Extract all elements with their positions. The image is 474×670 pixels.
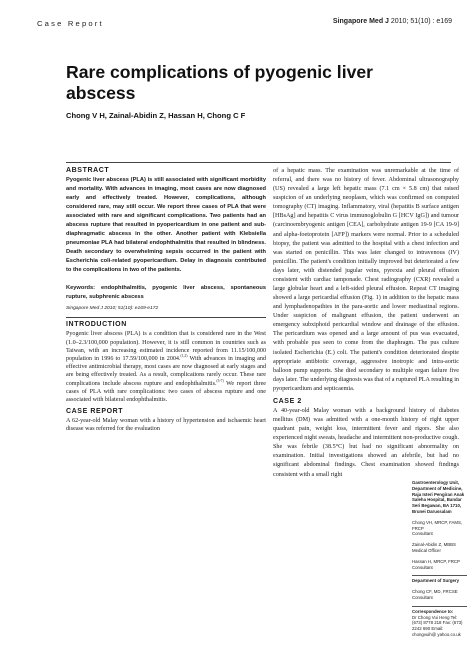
keywords: Keywords: endophthalmitis, pyogenic liver abscess, spontaneous rupture, subphrenic abscess bbox=[66, 285, 266, 301]
article-title: Rare complications of pyogenic liver abscess bbox=[66, 62, 373, 103]
title-divider bbox=[66, 162, 451, 163]
affiliation-surgery: Department of Surgery bbox=[412, 578, 460, 584]
sidebar-divider-1 bbox=[412, 575, 467, 576]
correspondence-details: Dr Chong Vui Heng Tel: (673) 8778 218 Fax: (673) 2242 690 Email: chongvuih@ yahoo.co.uk bbox=[412, 614, 463, 637]
abstract-divider bbox=[66, 317, 266, 318]
journal-citation-header bbox=[333, 18, 452, 25]
intro-text-part2: With advances in imaging and effective antimicrobial therapy, most cases are now diagnosed at early stages and are being effectively treated. As a result, complications rarely occur. These rare complications include abscess rupture and endophthalmitis. bbox=[66, 355, 266, 387]
author-list: Chong V H, Zainal-Abidin Z, Hassan H, Chong C F bbox=[66, 111, 246, 120]
intro-text-part3: We report three cases of PLA with rare complications: two cases of abscess rupture and one associated with bilateral endophthalmitis. bbox=[66, 380, 266, 403]
author1-title: Consultant bbox=[412, 531, 433, 537]
intro-refs-2: (3-7) bbox=[216, 378, 224, 383]
author4-title: Consultant bbox=[412, 594, 433, 600]
author3-name: Hassan H, MRCP, FRCP bbox=[412, 558, 460, 564]
author1-name: Chong VH, MRCP, FAMS, FRCP bbox=[412, 519, 463, 531]
affiliation-gastro: Gastroenterology Unit, Department of Medicine, Raja Isteri Pengiran Anak Saleha Hospital, Bandar Seri Begawan, BA 1710, Brunei Darussalam bbox=[412, 480, 465, 514]
intro-refs-1: (1,2) bbox=[180, 353, 188, 358]
introduction-text bbox=[66, 330, 266, 404]
correspondence-label: Correspondence to: bbox=[412, 608, 454, 614]
journal-name: Singapore Med J bbox=[332, 18, 389, 25]
case1-text: A 62-year-old Malay woman with a history of hypertension and ischaemic heart disease was referred for the evaluation bbox=[66, 418, 266, 433]
case2-heading: CASE 2 bbox=[273, 397, 302, 405]
author4-name: Chong CF, MD, FRCSE bbox=[412, 589, 458, 595]
sidebar-divider-2 bbox=[412, 606, 467, 607]
case2-text: A 40-year-old Malay woman with a background history of diabetes mellitus (DM) was admitted with a one-month history of right upper quadrant pain, weight loss, intermittent fever and rigors. She also experienced night sweats, headache and intermittent non-productive cough. She was febrile (38.5°C) but had no significant abnormality on examination. Initial investigations showed an afebrile, but had no significant abdominal findings. Chest examination showed findings consistent with a small right bbox=[273, 407, 459, 478]
introduction-heading: INTRODUCTION bbox=[66, 321, 127, 329]
author2-title: Medical Officer bbox=[412, 547, 441, 553]
journal-volume: 2010; 51(10) : e169 bbox=[388, 18, 452, 25]
author2-name: Zainal-Abidin Z, MBBS bbox=[412, 542, 456, 548]
affiliations-sidebar bbox=[412, 480, 467, 638]
left-column bbox=[66, 167, 266, 434]
article-citation: Singapore Med J 2010; 51(10): e169-e172 bbox=[66, 306, 159, 312]
abstract-text: Pyogenic liver abscess (PLA) is still associated with significant morbidity and mortality. With advances in imaging, most cases are now diagnosed early and effectively treated. However, complications, although considered rare, may still occur. We report three cases of PLA that were associated with rare and significant complications. Two patients had an abscess rupture that resulted in pyopericardium in one patient and sub-diaphragmatic abscess in the other. Another patient with Klebsiella pneumoniae PLA had bilateral endophthalmitis that resulted in blindness. Death secondary to overwhelming sepsis occurred in the patient with Escherichia coli-related pyopericardium. Delay in diagnosis contributed to the complications in two of the patients. bbox=[66, 177, 266, 273]
author3-title: Consultant bbox=[412, 564, 433, 570]
intro-text-part1: Pyogenic liver abscess (PLA) is a condition that is considered rare in the West (1.0–2.3/100,000 population). However, it is still common in countries such as Taiwan, with an increasing estimated incidence reported from 11.15/100,000 population in 1996 to 17.59/100,000 in 2004. bbox=[66, 331, 266, 362]
right-column bbox=[273, 167, 459, 480]
case1-continued-text: of a hepatic mass. The examination was unremarkable at the time of referral, and there was no history of fever. Abdominal ultrasonography (US) revealed a large left hepatic mass (7.1 cm × 5.8 cm) that raised suspicion of an underlying neoplasm, which was confirmed on computed tomography (CT) imaging. Inflammatory, viral (hepatitis B surface antigen [HBsAg] and hepatitis C virus immunoglobulin G [HCV IgG]) and tumour (carcinoembryogenic antigen [CEA], carbohydrate antigen 19-9 [CA 19-9] and alpha-foetoprotein [AFP]) markers were normal. Prior to a scheduled biopsy, the patient was admitted to the hospital with a chest infection and was started on penicillin. This was later changed to intravenous (IV) penicillin. The patient's condition initially improved but deteriorated a few days later, with distended jugular veins, pyrexia and pleural effusion consistent with cardiac tamponade. Chest radiography (CXR) revealed a large globular heart and a left-sided pleural effusion. Repeat CT imaging showed a large pericardial effusion (Fig. 1) in addition to the hepatic mass and lymphadenopathies in the para-aortic and lower mediastinal regions. Under suspicion of malignant effusion, the patient underwent an emergency subxiphoid pericardial window and drainage of the effusion. The pericardium was opened and a large amount of pus was evacuated, with probable pus seen to come from the diaphragm. The pus culture isolated Escherichia (E.) coli. The patient's condition deteriorated despite appropriate antibiotic coverage, aggressive inotropic and intra-aortic balloon pump supports. She died secondary to multiple organ failure five days later. The underlying diagnosis was that of a ruptured PLA resulting in pyopericardium and septicaemia. bbox=[273, 168, 459, 392]
section-label: Case Report bbox=[37, 19, 104, 28]
abstract-heading: ABSTRACT bbox=[66, 167, 110, 174]
case-report-heading: CASE REPORT bbox=[66, 408, 124, 416]
